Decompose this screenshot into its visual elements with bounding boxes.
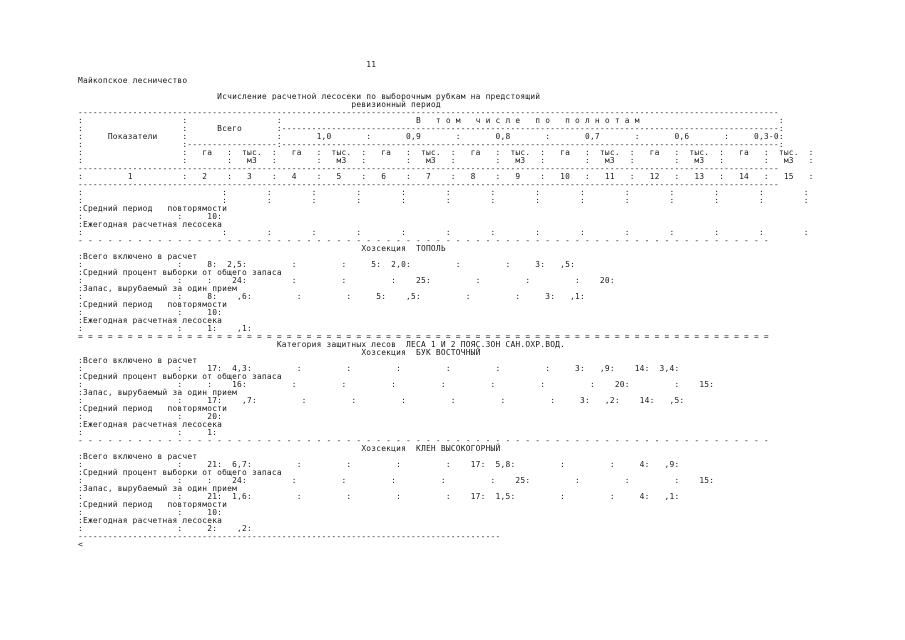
row-values-stock: : : 8: ,6: : : 5: ,5: : : 3: ,1: <box>78 292 585 301</box>
row-values-avg-pct: : : : 16: : : : : : : : 20: : 15: <box>78 380 715 389</box>
header-row-group: : : : В т о м ч и с л е п о п о л н о т а м : <box>78 116 784 125</box>
economic-section-title: Хозсекция БУК ВОСТОЧНЫЙ <box>78 348 481 357</box>
economic-section-title: Хозсекция КЛЕН ВЫСОКОГОРНЫЙ <box>78 444 501 453</box>
row-label-included: :Всего включено в расчет <box>78 452 198 461</box>
empty-row: : : : : : : : : : : : : : : : <box>78 188 809 197</box>
table-rule: --------------------------------------------------------------------------------------------------------------------------------------------- <box>78 108 779 117</box>
economic-section-title: Хозсекция ТОПОЛЬ <box>78 244 446 253</box>
row-label-period: :Средний период повторямости <box>78 500 228 509</box>
row-label-avg-pct: :Средний процент выборки от общего запаса <box>78 372 282 381</box>
header-row-units-2: : : : м3 : : м3 : : м3 : : м3 : : м3 : : м3 : : м3 : <box>78 156 814 165</box>
row-values-included: : : 8: 2,5: : : 5: 2,0: : : 3: ,5: <box>78 260 576 269</box>
empty-row: : : : : : : : : : : : : : : : <box>78 228 809 237</box>
row-label-annual: :Ежегодная расчетная лесосека <box>78 516 223 525</box>
row-label-stock: :Запас, вырубаемый за один прием <box>78 284 238 293</box>
header-row-rule: : :------------------:----------------------------------------------------------------------------------------------------: <box>78 140 784 149</box>
table-bottom-rule: ------------------------------------------------------------------------------------- <box>78 532 501 541</box>
row-values-included: : : 21: 6,7: : : : : 17: 5,8: : : 4: ,9: <box>78 460 680 469</box>
printout-table <box>78 61 814 549</box>
row-label-stock: :Запас, вырубаемый за один прием <box>78 388 238 397</box>
table-rule: --------------------------------------------------------------------------------------------------------------------------------------------- <box>78 164 779 173</box>
category-title: Категория защитных лесов ЛЕСА 1 И 2 ПОЯС.ЗОН САН.ОХР.ВОД. <box>78 340 566 349</box>
row-values-annual: : : 1: ,1: <box>78 324 252 333</box>
row-values-period: : : 10: <box>78 508 223 517</box>
row-values-avg-pct: : : : 24: : : : : : 25: : : : 15: <box>78 476 715 485</box>
section-divider: - - - - - - - - - - - - - - - - - - - - - - - - - - - - - - - - - - - - - - - - - - - - - - - - - - - - - - - - - - - - - - - - - - - - - - <box>78 436 774 445</box>
header-row-densities: : Показатели : : 1,0 : 0,9 : 0,8 : 0,7 : 0,6 : 0,3-0: <box>78 132 784 141</box>
row-label-annual: :Ежегодная расчетная лесосека <box>78 220 223 229</box>
header-row-total: : : Всего :----------------------------------------------------------------------------------------------------: <box>78 124 784 133</box>
row-values-period: : : 20: <box>78 412 223 421</box>
cursor-mark: < <box>78 540 83 549</box>
row-values-period: : : 10: <box>78 212 223 221</box>
row-label-annual: :Ежегодная расчетная лесосека <box>78 316 223 325</box>
row-label-period: :Средний период повторямости <box>78 300 228 309</box>
row-label-avg-pct: :Средний процент выборки от общего запаса <box>78 468 282 477</box>
row-values-annual: : : 1: <box>78 428 218 437</box>
row-values-stock: : : 17: ,7: : : : : : : 3: ,2: 14: ,5: <box>78 396 685 405</box>
category-divider: = = = = = = = = = = = = = = = = = = = = = = = = = = = = = = = = = = = = = = = = = = = = = = = = = = = = = = = = = = = = = = = = = = = = = = <box>78 332 774 341</box>
row-label-period: :Средний период повторямости <box>78 404 228 413</box>
row-label-included: :Всего включено в расчет <box>78 356 198 365</box>
row-values-period: : : 10: <box>78 308 223 317</box>
empty-row: : : : : : : : : : : : : : : : <box>78 196 809 205</box>
table-rule: --------------------------------------------------------------------------------------------------------------------------------------------- <box>78 180 779 189</box>
row-values-included: : : 17: 4,3: : : : : : : 3: ,9: 14: 3,4: <box>78 364 680 373</box>
header-row-column-numbers: : 1 : 2 : 3 : 4 : 5 : 6 : 7 : 8 : 9 : 10 : 11 : 12 : 13 : 14 : 15 : <box>78 172 814 181</box>
section-divider: - - - - - - - - - - - - - - - - - - - - - - - - - - - - - - - - - - - - - - - - - - - - - - - - - - - - - - - - - - - - - - - - - - - - - - <box>78 236 774 245</box>
row-label-period: :Средний период повторямости <box>78 204 228 213</box>
row-values-stock: : : 21: 1,6: : : : : 17: 1,5: : : 4: ,1: <box>78 492 680 501</box>
row-label-avg-pct: :Средний процент выборки от общего запаса <box>78 268 282 277</box>
row-values-annual: : : 2: ,2: <box>78 524 252 533</box>
page-number: 11 <box>78 60 377 69</box>
row-label-stock: :Запас, вырубаемый за один прием <box>78 484 238 493</box>
forestry-name: Майкопское лесничество <box>78 76 188 85</box>
blank-line <box>78 69 814 77</box>
row-label-included: :Всего включено в расчет <box>78 252 198 261</box>
doc-subtitle: ревизионный период <box>78 100 441 109</box>
doc-title: Исчисление расчетной лесосеки по выборочным рубкам на предстоящий <box>78 92 541 101</box>
header-row-units: : : га : тыс. : га : тыс. : га : тыс. : га : тыс. : га : тыс. : га : тыс. : га : тыс. : <box>78 148 814 157</box>
row-values-avg-pct: : : : 24: : : : 25: : : : 20: <box>78 276 615 285</box>
row-label-annual: :Ежегодная расчетная лесосека <box>78 420 223 429</box>
